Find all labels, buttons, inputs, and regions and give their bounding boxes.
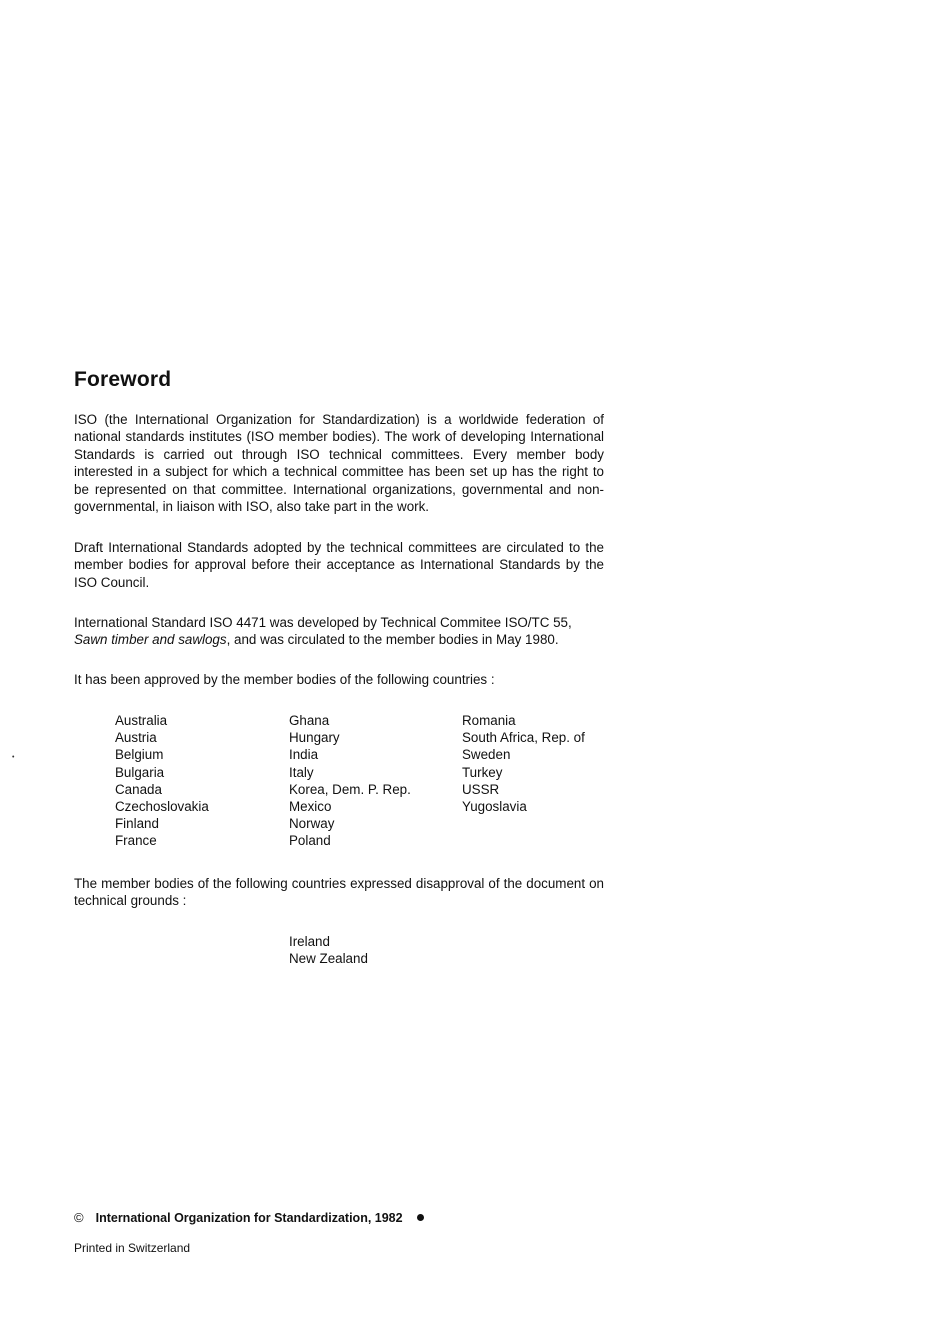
disapproved-countries-list	[289, 933, 368, 967]
standard-development-text-end: , and was circulated to the member bodies in May 1980.	[226, 632, 559, 648]
country-item: Bulgaria	[115, 764, 165, 780]
country-item: Canada	[115, 781, 162, 797]
country-item: New Zealand	[289, 951, 368, 967]
paragraph-approval: It has been approved by the member bodies of the following countries :	[74, 672, 495, 687]
country-item: Austria	[115, 730, 157, 746]
paragraph-standard-development	[74, 614, 604, 649]
copyright-line	[74, 1210, 424, 1225]
printed-in: Printed in Switzerland	[74, 1241, 191, 1255]
country-item: Australia	[115, 713, 168, 728]
copyright-text: International Organization for Standardization, 1982	[95, 1210, 403, 1225]
paragraph-disapproval: The member bodies of the following countries expressed disapproval of the document on technical grounds :	[74, 876, 604, 909]
country-item: Belgium	[115, 747, 164, 763]
country-item: Turkey	[462, 764, 503, 780]
country-item: France	[115, 833, 157, 849]
country-item: Ghana	[289, 713, 330, 728]
margin-mark: •	[12, 754, 15, 761]
country-item: Norway	[289, 816, 335, 832]
paragraph-iso-intro: ISO (the International Organization for Standardization) is a worldwide federation of national standards institutes (ISO member bodies). The work of developing International Standards is carried out through ISO technical committees. Every member body interested in a subject for which a technical committee has been set up has the right to be represented on that committee. International organizations, governmental and non-governmental, in liaison with ISO, also take part in the work.	[74, 412, 604, 515]
country-item: Yugoslavia	[462, 799, 527, 815]
country-item: Hungary	[289, 730, 340, 746]
standard-development-text: International Standard ISO 4471 was developed by Technical Commitee ISO/TC 55,	[74, 615, 572, 630]
country-item: Finland	[115, 816, 159, 832]
approved-countries-column-3	[462, 712, 585, 815]
country-item: India	[289, 747, 319, 763]
country-item: Italy	[289, 764, 314, 780]
country-item: Ireland	[289, 934, 330, 949]
country-item: Mexico	[289, 799, 332, 815]
bullet-icon	[417, 1214, 424, 1221]
country-item: Czechoslovakia	[115, 799, 209, 815]
country-item: Sweden	[462, 747, 511, 763]
country-item: Korea, Dem. P. Rep.	[289, 781, 411, 797]
country-item: South Africa, Rep. of	[462, 730, 585, 746]
country-item: Romania	[462, 713, 516, 728]
paragraph-draft-standards: Draft International Standards adopted by the technical committees are circulated to the member bodies for approval before their acceptance as International Standards by the ISO Council.	[74, 540, 604, 590]
approved-countries-column-2	[289, 712, 411, 850]
committee-title: Sawn timber and sawlogs	[74, 632, 227, 648]
country-item: USSR	[462, 781, 500, 797]
approved-countries-column-1	[115, 712, 209, 850]
copyright-icon: ©	[74, 1210, 84, 1225]
country-item: Poland	[289, 833, 331, 849]
page-title: Foreword	[74, 368, 172, 391]
